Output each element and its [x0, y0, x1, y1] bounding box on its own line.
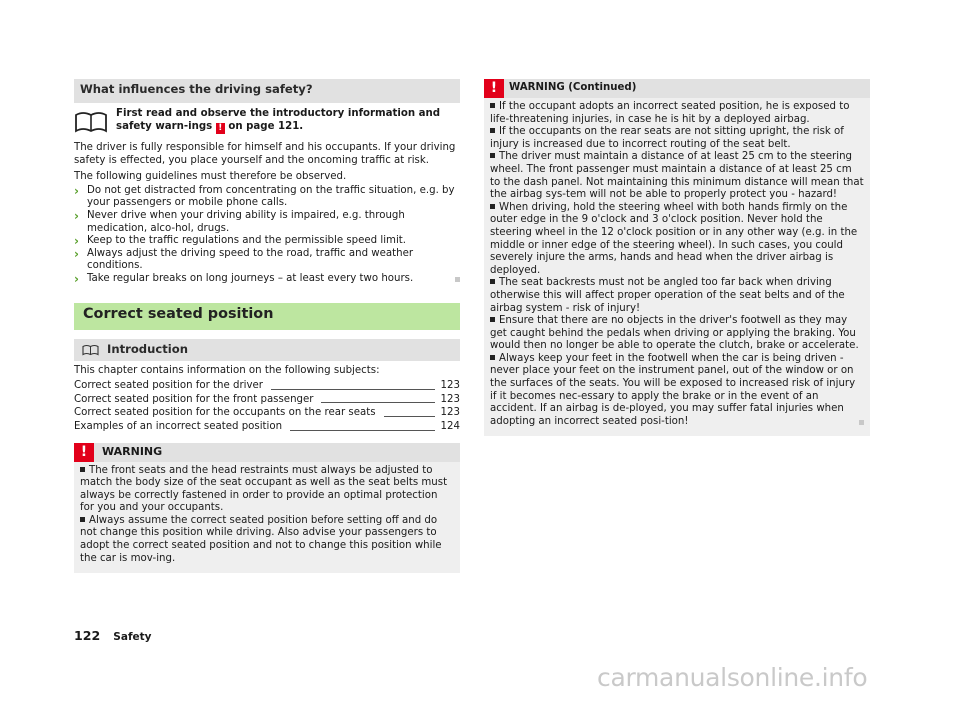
open-book-icon: [82, 344, 99, 356]
square-bullet-icon: [490, 103, 495, 108]
read-first-text-start: First read and observe the introductory information and safety warn-ings: [116, 108, 441, 132]
chevron-right-icon: ›: [74, 208, 79, 223]
square-bullet-icon: [490, 355, 495, 360]
warning-box: [74, 443, 460, 574]
section-end-marker: [859, 420, 864, 425]
warning-header: [74, 443, 460, 462]
warning-item: The driver must maintain a distance of at least 25 cm to the steering wheel. The front passenger must maintain a distance of at least 25 cm to the dash panel. Not maintaining this minimum distance will mean that the airbag sys-tem will not be able to properly protect you - hazard!: [490, 151, 864, 201]
warning-header: [484, 79, 870, 98]
list-item: › Never drive when your driving ability is impaired, e.g. through medication, alco-hol, drugs.: [74, 208, 405, 234]
open-book-icon: [74, 110, 108, 134]
left-column: [74, 79, 460, 573]
square-bullet-icon: [490, 128, 495, 133]
list-item: › Keep to the traffic regulations and the permissible speed limit.: [74, 234, 407, 249]
warning-icon: !: [484, 79, 504, 98]
toc-entry[interactable]: Correct seated position for the driver 123: [74, 380, 460, 392]
page-number: 122: [74, 628, 101, 643]
square-bullet-icon: [490, 153, 495, 158]
warning-item: The front seats and the head restraints must always be adjusted to match the body size of the seat occupant as well as the seat belts must always be correctly fastened in order to provide an optimal protection for you and your occupants.: [80, 464, 448, 514]
watermark: carmanualsonline.info: [597, 663, 868, 692]
warning-icon: !: [74, 443, 94, 462]
chevron-right-icon: ›: [74, 234, 79, 249]
paragraph-responsibility: The driver is fully responsible for himself and his occupants. If your driving safety is effected, you place yourself and the oncoming traffic at risk.: [74, 142, 456, 166]
warning-body: [484, 98, 870, 428]
square-bullet-icon: [490, 279, 495, 284]
section-title: What influences the driving safety?: [74, 79, 460, 103]
warning-item: Always assume the correct seated position before setting off and do not change this position while driving. Also advise your passengers to adopt the correct seated position and not to change this position while the car is mov-ing.: [80, 514, 442, 564]
toc-entry[interactable]: Examples of an incorrect seated position 124: [74, 420, 460, 432]
introduction-title: Introduction: [107, 342, 188, 357]
square-bullet-icon: [80, 467, 85, 472]
toc-entry[interactable]: Correct seated position for the occupants on the rear seats 123: [74, 407, 460, 419]
warning-item: Ensure that there are no objects in the driver's footwell as they may get caught behind the pedals when driving or applying the braking. You would then no longer be able to operate the clutch, brake or accelerate.: [490, 315, 859, 352]
square-bullet-icon: [490, 204, 495, 209]
square-bullet-icon: [80, 517, 85, 522]
warning-item: When driving, hold the steering wheel with both hands firmly on the outer edge in the 9 o'clock and 3 o'clock position. Never hold the steering wheel in the 12 o'clock position or in any other way (e.g. in the middle or inner edge of the steering wheel). In such cases, you could severely injure the arms, hands and head when the driver airbag is deployed.: [490, 201, 858, 276]
read-first-note: [74, 108, 460, 138]
square-bullet-icon: [490, 317, 495, 322]
warning-item: The seat backrests must not be angled too far back when driving otherwise this will affect proper operation of the seat belts and of the airbag system - risk of injury!: [490, 277, 845, 314]
warning-item: If the occupant adopts an incorrect seated position, he is exposed to life-threatening injuries, in case he is hit by a deployed airbag.: [490, 101, 850, 125]
paragraph-guidelines: The following guidelines must therefore be observed.: [74, 171, 347, 183]
page-footer: [74, 630, 152, 644]
chevron-right-icon: ›: [74, 183, 79, 198]
chevron-right-icon: ›: [74, 271, 79, 286]
list-item: › Take regular breaks on long journeys – at least every two hours.: [74, 273, 460, 286]
footer-section-name: Safety: [113, 631, 152, 643]
warning-body: [74, 462, 460, 566]
chapter-title: Correct seated position: [74, 303, 460, 330]
guidelines-list: [74, 185, 460, 286]
right-column: [484, 79, 870, 436]
warning-item: Always keep your feet in the footwell when the car is being driven - never place your feet on the instrument panel, out of the window or on the surfaces of the seats. You will be exposed to increased risk of injury if it becomes nec-essary to apply the brake or in the event of an accident. If an airbag is de-ployed, you may suffer fatal injuries when adopting an incorrect seated posi-tion!: [490, 353, 864, 429]
warning-item: If the occupants on the rear seats are not sitting upright, the risk of injury is increased due to incorrect routing of the seat belt.: [490, 126, 844, 150]
list-item: › Always adjust the driving speed to the road, traffic and weather conditions.: [74, 246, 414, 272]
chevron-right-icon: ›: [74, 246, 79, 261]
table-of-contents: [74, 379, 460, 433]
list-item: › Do not get distracted from concentrating on the traffic situation, e.g. by your passengers or mobile phone calls.: [74, 183, 455, 209]
read-first-text-end: on page 121.: [224, 120, 304, 132]
toc-intro: This chapter contains information on the following subjects:: [74, 364, 380, 376]
section-end-marker: [455, 277, 460, 282]
toc-entry[interactable]: Correct seated position for the front passenger 123: [74, 393, 460, 405]
introduction-header: [74, 339, 460, 361]
warning-title: WARNING: [102, 444, 163, 458]
warning-continued-box: [484, 79, 870, 436]
warning-title: WARNING (Continued): [509, 82, 637, 93]
warning-icon: !: [216, 123, 225, 134]
